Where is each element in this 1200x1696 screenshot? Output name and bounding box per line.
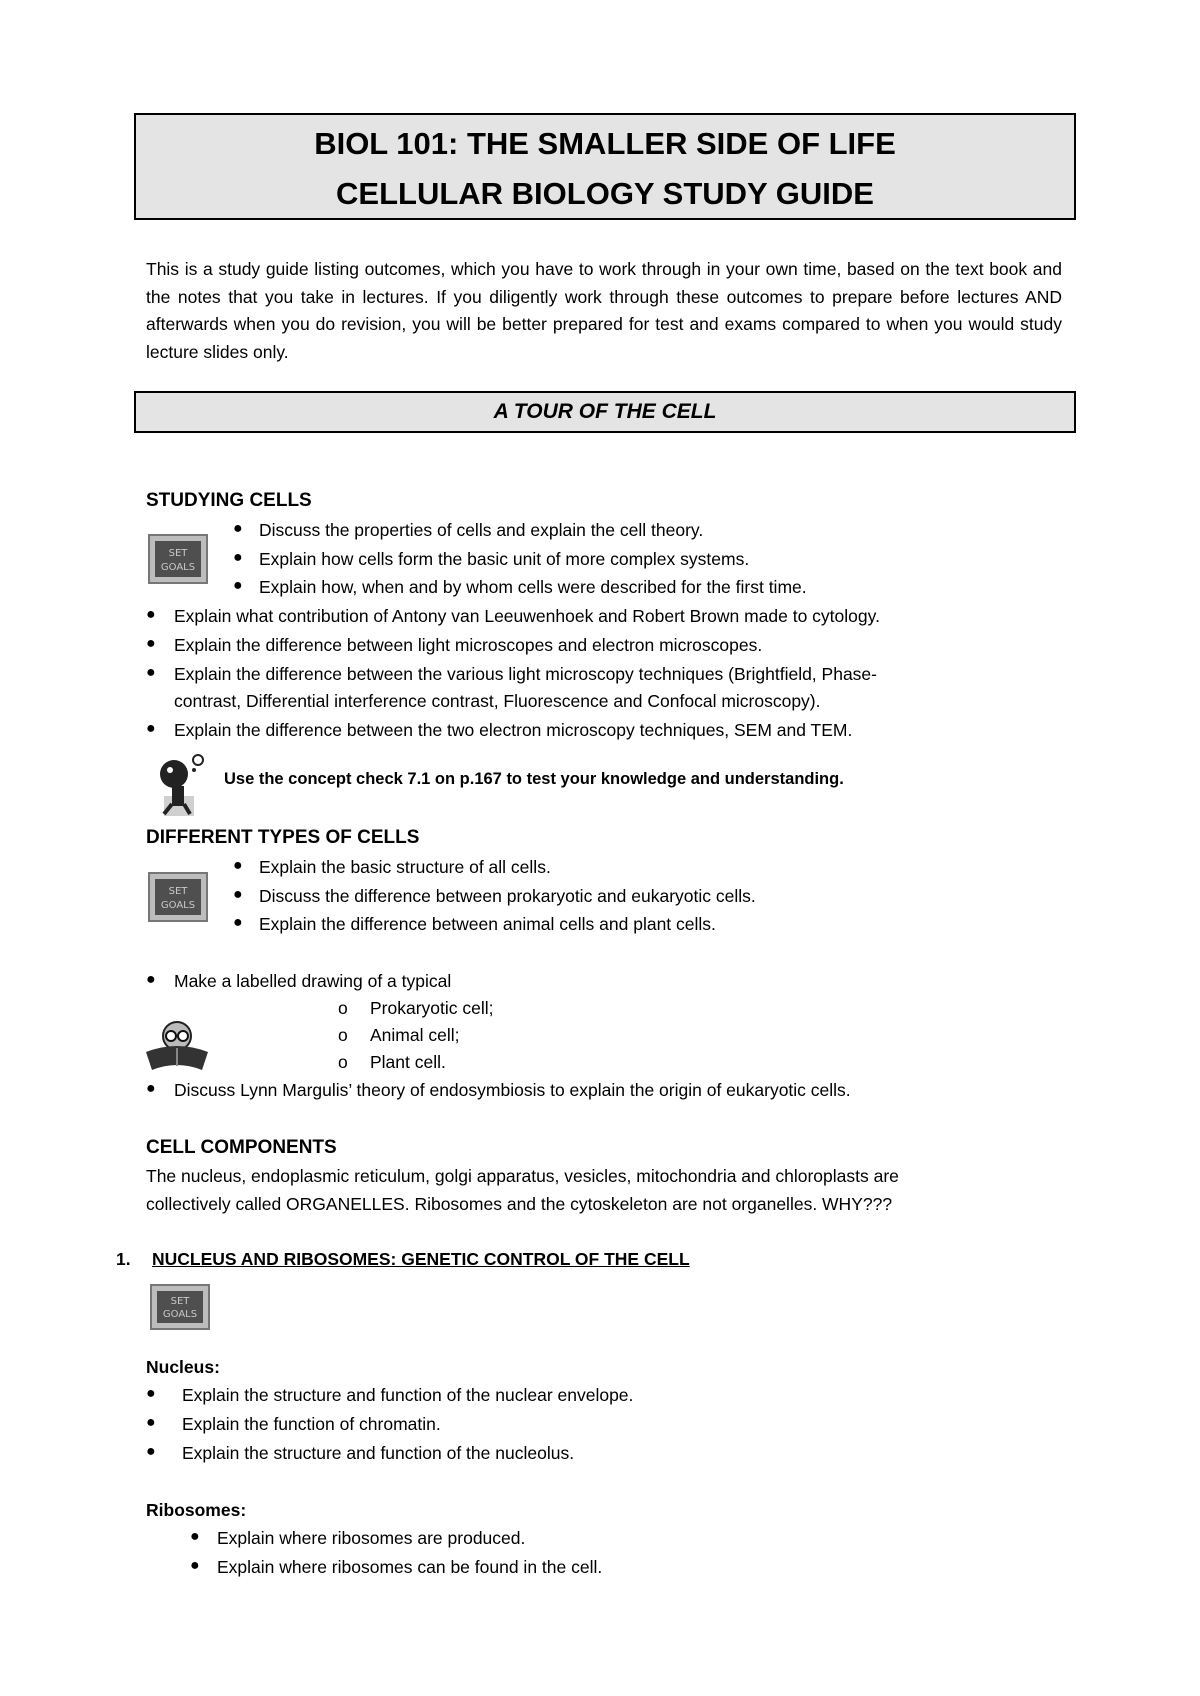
list-item: Make a labelled drawing of a typical bbox=[174, 971, 452, 991]
intro-paragraph: This is a study guide listing outcomes, which you have to work through in your own time, based on the text book and the notes that you take in lectures. If you diligently work through these outcomes to prepare before lectures AND afterwards when you do revision, you will be better prepared for test and exams compared to when you would study lecture slides only. bbox=[146, 259, 1062, 362]
bullet: ● bbox=[146, 720, 156, 737]
bullet: ● bbox=[146, 635, 156, 652]
svg-text:GOALS: GOALS bbox=[160, 562, 196, 573]
bullet: ● bbox=[190, 1528, 200, 1545]
list-item: Explain the basic structure of all cells. bbox=[259, 857, 551, 877]
svg-text:SET: SET bbox=[168, 548, 188, 559]
bullet: ● bbox=[146, 606, 156, 623]
set-goals-icon bbox=[150, 1284, 210, 1330]
ribosomes-label: Ribosomes: bbox=[146, 1500, 247, 1520]
components-text: The nucleus, endoplasmic reticulum, golgi apparatus, vesicles, mitochondria and chloroplasts are bbox=[146, 1166, 899, 1186]
subsection-number: 1. bbox=[116, 1249, 131, 1269]
studying-cells-heading: STUDYING CELLS bbox=[146, 490, 312, 511]
nucleus-label: Nucleus: bbox=[146, 1357, 220, 1377]
sub-bullet: o bbox=[338, 1052, 348, 1072]
list-item: Explain how, when and by whom cells were described for the first time. bbox=[259, 577, 807, 597]
sub-list-item: Prokaryotic cell; bbox=[370, 998, 494, 1018]
list-item: Explain the difference between light microscopes and electron microscopes. bbox=[174, 635, 763, 655]
title-line-2: CELLULAR BIOLOGY STUDY GUIDE bbox=[336, 176, 874, 211]
bullet: ● bbox=[233, 886, 243, 903]
svg-text:GOALS: GOALS bbox=[160, 900, 196, 911]
title-line-1: BIOL 101: THE SMALLER SIDE OF LIFE bbox=[314, 126, 896, 161]
bullet: ● bbox=[233, 549, 243, 566]
list-item: Explain the difference between the various light microscopy techniques (Brightfield, Phase- bbox=[174, 664, 877, 684]
bullet: ● bbox=[146, 1414, 156, 1431]
cell-components-heading: CELL COMPONENTS bbox=[146, 1137, 337, 1158]
sub-list-item: Animal cell; bbox=[370, 1025, 460, 1045]
set-goals-icon bbox=[148, 872, 208, 922]
list-item: Explain the difference between the two electron microscopy techniques, SEM and TEM. bbox=[174, 720, 853, 740]
bullet: ● bbox=[233, 857, 243, 874]
list-item: Explain the function of chromatin. bbox=[182, 1414, 441, 1434]
list-item: Explain where ribosomes can be found in the cell. bbox=[217, 1557, 603, 1577]
sub-bullet: o bbox=[338, 1025, 348, 1045]
list-item: Explain how cells form the basic unit of more complex systems. bbox=[259, 549, 750, 569]
components-text: collectively called ORGANELLES. Ribosomes and the cytoskeleton are not organelles. WHY??? bbox=[146, 1194, 893, 1214]
list-item: Explain the structure and function of the nucleolus. bbox=[182, 1443, 575, 1463]
types-of-cells-heading: DIFFERENT TYPES OF CELLS bbox=[146, 827, 420, 848]
bullet: ● bbox=[146, 664, 156, 681]
concept-check-note: Use the concept check 7.1 on p.167 to test your knowledge and understanding. bbox=[224, 770, 844, 788]
list-item: Discuss Lynn Margulis’ theory of endosymbiosis to explain the origin of eukaryotic cells. bbox=[174, 1080, 851, 1100]
bullet: ● bbox=[146, 1385, 156, 1402]
list-item: Explain the difference between animal cells and plant cells. bbox=[259, 914, 716, 934]
set-goals-icon bbox=[148, 534, 208, 584]
list-item: Discuss the properties of cells and explain the cell theory. bbox=[259, 520, 704, 540]
sub-bullet: o bbox=[338, 998, 348, 1018]
thinking-figure-icon bbox=[150, 752, 212, 818]
list-item: Explain the structure and function of the nuclear envelope. bbox=[182, 1385, 634, 1405]
bullet: ● bbox=[233, 577, 243, 594]
svg-text:GOALS: GOALS bbox=[162, 1309, 198, 1320]
list-item: Explain what contribution of Antony van Leeuwenhoek and Robert Brown made to cytology. bbox=[174, 606, 880, 626]
list-item-continuation: contrast, Differential interference contrast, Fluorescence and Confocal microscopy). bbox=[174, 691, 821, 711]
bullet: ● bbox=[233, 914, 243, 931]
list-item: Explain where ribosomes are produced. bbox=[217, 1528, 526, 1548]
bullet: ● bbox=[190, 1557, 200, 1574]
section-title: A TOUR OF THE CELL bbox=[134, 391, 1076, 433]
reading-figure-icon bbox=[142, 1018, 212, 1074]
list-item: Discuss the difference between prokaryotic and eukaryotic cells. bbox=[259, 886, 756, 906]
sub-list-item: Plant cell. bbox=[370, 1052, 446, 1072]
bullet: ● bbox=[146, 1080, 156, 1097]
bullet: ● bbox=[146, 971, 156, 988]
bullet: ● bbox=[233, 520, 243, 537]
svg-text:SET: SET bbox=[170, 1296, 190, 1307]
title-box bbox=[134, 113, 1076, 220]
svg-text:SET: SET bbox=[168, 886, 188, 897]
nucleus-ribosomes-heading: NUCLEUS AND RIBOSOMES: GENETIC CONTROL OF THE CELL bbox=[152, 1249, 690, 1269]
bullet: ● bbox=[146, 1443, 156, 1460]
